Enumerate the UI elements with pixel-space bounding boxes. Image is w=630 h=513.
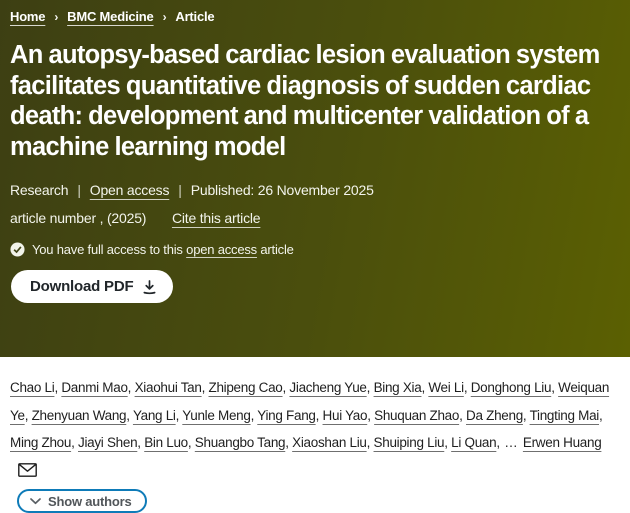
author: [451, 435, 503, 450]
author-link[interactable]: Shuangbo Tang: [194, 435, 286, 450]
author-link[interactable]: Jiayi Shen: [78, 435, 138, 450]
author-link[interactable]: Li Quan: [451, 435, 497, 450]
author-link[interactable]: Bing Xia: [373, 380, 422, 395]
access-note: [10, 242, 620, 257]
citation-row: [10, 210, 620, 226]
author: [374, 380, 429, 395]
authors-ellipsis: …: [504, 435, 518, 450]
access-note-prefix: You have full access to this: [32, 242, 183, 257]
article-title: An autopsy-based cardiac lesion evaluation system facilitates quantitative diagnosis of sudden cardiac death: development and multicenter validation of a machine learning model: [10, 41, 600, 161]
chevron-down-icon: [30, 498, 41, 505]
meta-divider: |: [77, 182, 81, 198]
author: [323, 408, 375, 423]
author: [10, 380, 61, 395]
author-link[interactable]: Shuquan Zhao: [374, 407, 460, 423]
download-pdf-label: Download PDF: [30, 278, 134, 295]
author-link[interactable]: Xiaoshan Liu: [292, 435, 367, 450]
author-link[interactable]: Ming Zhou: [10, 435, 72, 450]
meta-divider: |: [178, 182, 182, 198]
author-link[interactable]: Danmi Mao: [61, 380, 128, 395]
breadcrumb-home-link[interactable]: Home: [10, 9, 46, 24]
author: [78, 435, 144, 450]
envelope-icon: [18, 463, 37, 477]
check-circle-icon: [10, 242, 25, 257]
article-type-label: Research: [10, 182, 69, 198]
breadcrumb-separator-icon: ›: [54, 9, 59, 24]
author: [530, 408, 603, 423]
author-link[interactable]: Chao Li: [10, 380, 55, 395]
author-link[interactable]: Weiquan Ye: [10, 380, 610, 423]
email-corresponding-author[interactable]: [18, 459, 37, 487]
author-link[interactable]: Yang Li: [132, 407, 176, 423]
author-list: [10, 374, 620, 486]
author: [292, 435, 373, 450]
published-date: Published: 26 November 2025: [190, 182, 374, 198]
author: [182, 408, 257, 423]
author-link[interactable]: Jiacheng Yue: [289, 380, 367, 395]
cite-this-article-link[interactable]: Cite this article: [171, 210, 261, 226]
breadcrumb-current: Article: [175, 9, 215, 24]
authors-section: [0, 357, 630, 513]
author: [10, 435, 78, 450]
author: [61, 380, 134, 395]
author: [144, 435, 195, 450]
author: [257, 408, 322, 423]
author: [466, 408, 530, 423]
download-pdf-button[interactable]: [11, 270, 173, 303]
author: [428, 380, 470, 395]
author: [209, 380, 290, 395]
author-link[interactable]: Tingting Mai: [529, 407, 600, 423]
author-link[interactable]: Hui Yao: [322, 407, 368, 423]
access-note-suffix: article: [260, 242, 294, 257]
author-link[interactable]: Wei Li: [428, 380, 464, 395]
open-access-link[interactable]: Open access: [89, 182, 170, 198]
breadcrumb: [10, 9, 620, 24]
author: [289, 380, 373, 395]
author: [133, 408, 182, 423]
access-note-text: [32, 242, 294, 257]
download-icon: [142, 279, 157, 295]
author-link[interactable]: Ying Fang: [257, 407, 316, 423]
author-link[interactable]: Bin Luo: [144, 435, 188, 450]
show-authors-button[interactable]: [17, 489, 147, 513]
author: [471, 380, 558, 395]
author-link[interactable]: Erwen Huang: [522, 435, 602, 450]
article-number: article number , (2025): [10, 210, 147, 226]
author: [135, 380, 209, 395]
open-access-note-link[interactable]: open access: [186, 242, 257, 257]
author: [374, 435, 452, 450]
author-link[interactable]: Zhipeng Cao: [208, 380, 283, 395]
author: [374, 408, 466, 423]
author-link[interactable]: Da Zheng: [466, 407, 523, 423]
author-link[interactable]: Zhenyuan Wang: [31, 407, 127, 423]
article-meta: [10, 182, 620, 198]
author: [32, 408, 133, 423]
breadcrumb-separator-icon: ›: [162, 9, 167, 24]
show-authors-label: Show authors: [48, 493, 132, 509]
breadcrumb-journal-link[interactable]: BMC Medicine: [67, 9, 154, 24]
author: [195, 435, 292, 450]
author-link[interactable]: Shuiping Liu: [373, 435, 445, 450]
corresponding-author: [523, 435, 602, 450]
author-link[interactable]: Donghong Liu: [470, 380, 552, 395]
author-link[interactable]: Yunle Meng: [182, 407, 251, 423]
author-link[interactable]: Xiaohui Tan: [134, 380, 202, 395]
